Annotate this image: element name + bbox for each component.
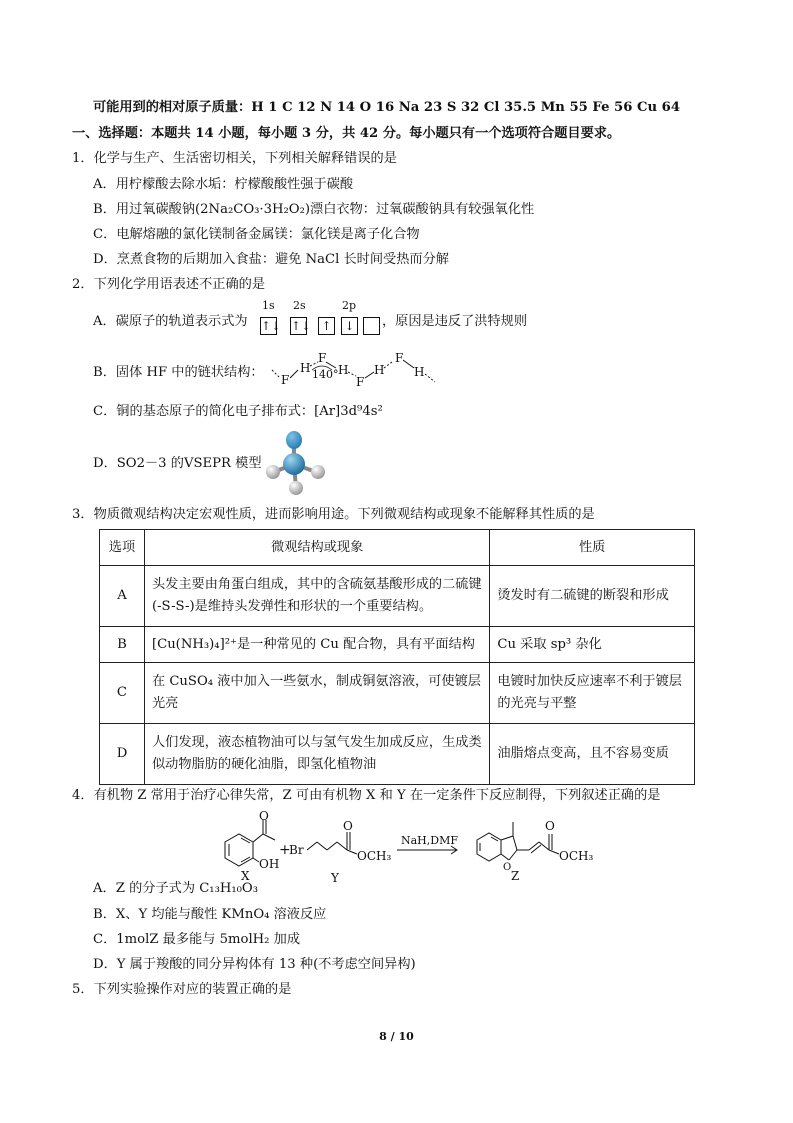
question-1-option-d: D．烹煮食物的后期加入食盐：避免 NaCl 长时间受热而分解	[93, 252, 449, 267]
hf-atom: H	[300, 361, 311, 375]
question-2-option-a-suffix: ，原因是违反了洪特规则	[382, 314, 528, 329]
benzene-ring-z	[477, 833, 501, 861]
orbital-box-2s: ↑↓	[291, 319, 312, 333]
y-bromine: Br	[289, 843, 304, 857]
question-3-stem: 3．物质微观结构决定宏观性质，进而影响用途。下列微观结构或现象不能解释其性质的是	[72, 507, 595, 522]
table-cell-property: 烫发时有二硫键的断裂和形成	[490, 566, 695, 627]
table-row	[100, 627, 695, 663]
table-header-cell: 性质	[490, 530, 695, 566]
hf-chain-structure	[268, 348, 443, 390]
label-z: Z	[511, 869, 520, 882]
label-y: Y	[331, 871, 339, 882]
page-number: 8 / 10	[379, 1030, 414, 1043]
question-2-option-d-prefix: D．SO2－3 的VSEPR 模型	[93, 456, 262, 471]
table-cell-structure: 人们发现，液态植物油可以与氢气发生加成反应，生成类似动物脂肪的硬化油脂，即氢化植物油	[144, 724, 489, 785]
table-row	[100, 724, 695, 785]
table-row	[100, 566, 695, 627]
hf-atom: H	[374, 363, 385, 377]
orbital-box-2p-1: ↑	[318, 317, 335, 335]
plus-sign: +	[279, 842, 291, 858]
orbital-label-1s: 1s	[262, 299, 275, 312]
label-x: X	[241, 869, 250, 882]
x-hydroxyl: OH	[259, 857, 280, 871]
question-1-option-c: C．电解熔融的氯化镁制备金属镁：氯化镁是离子化合物	[93, 227, 420, 242]
hf-atom: H	[338, 363, 349, 377]
question-2-option-a-prefix: A．碳原子的轨道表示式为	[93, 314, 248, 329]
table-header-cell: 选项	[100, 530, 145, 566]
question-5-stem: 5．下列实验操作对应的装置正确的是	[72, 982, 292, 997]
table-row	[100, 663, 695, 724]
hf-atom: F	[318, 351, 327, 365]
z-carbonyl-o: O	[545, 819, 555, 833]
orbital-box-1s: ↑↓	[261, 319, 282, 333]
table-cell-structure: 在 CuSO₄ 液中加入一些氨水，制成铜氨溶液，可使镀层光亮	[144, 663, 489, 724]
question-2-option-c: C．铜的基态原子的简化电子排布式：[Ar]3d⁹4s²	[93, 404, 383, 419]
table-cell-option: B	[100, 627, 145, 663]
table-header-cell: 微观结构或现象	[144, 530, 489, 566]
table-cell-option: A	[100, 566, 145, 627]
question-2-option-b-prefix: B．固体 HF 中的链状结构：	[93, 365, 264, 380]
question-1-option-a: A．用柠檬酸去除水垢：柠檬酸酸性强于碳酸	[93, 177, 354, 192]
question-4-option-d: D．Y 属于羧酸的同分异构体有 13 种(不考虑空间异构)	[93, 957, 416, 972]
y-methoxy: OCH₃	[357, 849, 392, 863]
table-cell-property: Cu 采取 sp³ 杂化	[490, 627, 695, 663]
section-title: 一、选择题：本题共 14 小题，每小题 3 分，共 42 分。每小题只有一个选项符合题目要求。	[72, 126, 621, 141]
table-cell-option: D	[100, 724, 145, 785]
question-4-stem: 4．有机物 Z 常用于治疗心律失常，Z 可由有机物 X 和 Y 在一定条件下反应制得，下列叙述正确的是	[72, 788, 661, 803]
question-4-option-b: B．X、Y 均能与酸性 KMnO₄ 溶液反应	[93, 907, 327, 922]
y-carbonyl-o: O	[343, 819, 353, 833]
vsepr-model-image	[262, 428, 334, 496]
table-cell-structure: [Cu(NH₃)₄]²⁺是一种常见的 Cu 配合物，具有平面结构	[144, 627, 489, 663]
question-2-stem: 2．下列化学用语表述不正确的是	[72, 277, 266, 292]
question-4-option-a: A．Z 的分子式为 C₁₃H₁₀O₃	[93, 881, 259, 896]
reaction-scheme	[205, 810, 605, 882]
z-ring-o: O	[503, 862, 512, 873]
orbital-label-2s: 2s	[293, 299, 306, 312]
table-cell-structure: 头发主要由角蛋白组成，其中的含硫氨基酸形成的二硫键(-S-S-)是维持头发弹性和形状的一个重要结构。	[144, 566, 489, 627]
question-3-table	[99, 529, 695, 785]
table-cell-option: C	[100, 663, 145, 724]
hf-angle: 140°	[312, 368, 339, 381]
question-4-option-c: C．1molZ 最多能与 5molH₂ 加成	[93, 932, 301, 947]
orbital-box-2p-2: ↓	[341, 317, 358, 335]
table-header-row	[100, 530, 695, 566]
table-cell-property: 电镀时加快反应速率不利于镀层的光亮与平整	[490, 663, 695, 724]
question-1-option-b: B．用过氧碳酸钠(2Na₂CO₃·3H₂O₂)漂白衣物：过氧碳酸钠具有较强氧化性	[93, 202, 535, 217]
reaction-reagent: NaH,DMF	[401, 834, 458, 847]
hf-atom: F	[281, 373, 290, 387]
question-1-stem: 1．化学与生产、生活密切相关，下列相关解释错误的是	[72, 151, 397, 166]
hf-atom: F	[356, 375, 365, 389]
orbital-label-2p: 2p	[342, 299, 357, 312]
table-cell-property: 油脂熔点变高，且不容易变质	[490, 724, 695, 785]
atomic-masses-line: 可能用到的相对原子质量：H 1 C 12 N 14 O 16 Na 23 S 32 Cl 35.5 Mn 55 Fe 56 Cu 64	[93, 100, 681, 115]
hf-atom: F	[395, 351, 404, 365]
x-carbonyl-o: O	[259, 810, 269, 823]
hf-atom: H	[414, 365, 425, 379]
z-methoxy: OCH₃	[559, 849, 594, 863]
orbital-box-2p-3	[363, 317, 380, 335]
